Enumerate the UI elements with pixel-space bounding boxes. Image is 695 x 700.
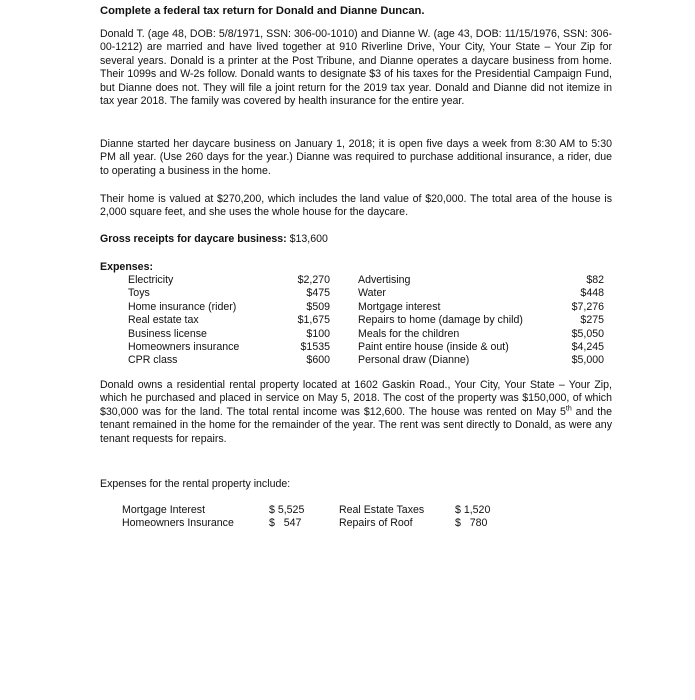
expense-amount: $275: [580, 314, 604, 327]
expense-name: Electricity: [128, 274, 174, 286]
expense-row: [358, 314, 604, 327]
expense-name: CPR class: [128, 354, 178, 367]
expense-name: Meals for the children: [358, 327, 460, 340]
expense-row: [128, 274, 330, 287]
gross-receipts-value: $13,600: [289, 233, 328, 245]
expense-name: Water: [358, 287, 386, 300]
rental-expenses-left-column: [122, 504, 308, 531]
rental-text-continued: and the tenant remained in the home for the remainder of the year. The rent was sent directly to Donald, as were any tenant requests for repairs.: [100, 405, 612, 445]
expense-row: [358, 341, 604, 354]
rental-expenses-right-column: [339, 504, 509, 531]
expenses-right-column: [358, 274, 604, 368]
expense-amount: $600: [306, 354, 330, 367]
expense-row: [358, 301, 604, 314]
expense-amount: $4,245: [571, 340, 604, 353]
expense-amount: $1,675: [297, 314, 330, 327]
expense-name: Mortgage interest: [358, 300, 441, 313]
expense-name: Business license: [128, 327, 207, 340]
expense-amount: $82: [586, 274, 604, 286]
rental-paragraph: [100, 379, 612, 446]
rental-expense-amount: $ 1,520: [455, 504, 491, 516]
rental-text: Donald owns a residential rental property located at 1602 Gaskin Road., Your City, Your State – Your Zip, which he purchased and placed in service on May 5, 2018. The cost of the property was $150,000, of which $30,000 was for the land. The total rental income was $12,600. The house was rented on May 5: [100, 379, 612, 418]
expense-row: [128, 301, 330, 314]
expense-row: [358, 287, 604, 300]
expense-row: [128, 341, 330, 354]
rental-expense-amount: $ 547: [269, 517, 302, 530]
expense-amount: $5,050: [571, 327, 604, 340]
home-paragraph: Their home is valued at $270,200, which includes the land value of $20,000. The total area of the house is 2,000 square feet, and she uses the whole house for the daycare.: [100, 193, 612, 219]
expense-amount: $448: [580, 287, 604, 300]
rental-expense-name: Homeowners Insurance: [122, 517, 234, 530]
expenses-heading: Expenses:: [100, 261, 153, 273]
expense-row: [358, 274, 604, 287]
expense-name: Home insurance (rider): [128, 300, 237, 313]
rental-superscript: th: [565, 405, 572, 413]
expense-row: [358, 328, 604, 341]
expense-row: [128, 354, 330, 367]
gross-receipts: [100, 233, 328, 246]
rental-expenses-heading: Expenses for the rental property include:: [100, 478, 291, 490]
rental-expense-amount: $ 780: [455, 517, 488, 530]
expense-name: Homeowners insurance: [128, 340, 240, 353]
document-title: Complete a federal tax return for Donald and Dianne Duncan.: [100, 5, 425, 17]
expenses-left-column: [128, 274, 330, 368]
rental-expense-amount: $ 5,525: [269, 504, 305, 516]
rental-expense-name: Mortgage Interest: [122, 504, 206, 516]
expense-row: [128, 287, 330, 300]
expense-row: [128, 328, 330, 341]
expense-name: Personal draw (Dianne): [358, 354, 470, 367]
expense-amount: $2,270: [297, 274, 330, 286]
expense-amount: $100: [306, 327, 330, 340]
rental-expense-row: [339, 504, 509, 517]
rental-expense-row: [339, 517, 509, 530]
expense-amount: $7,276: [571, 300, 604, 313]
expense-name: Toys: [128, 287, 150, 300]
rental-expense-row: [122, 517, 308, 530]
intro-paragraph: Donald T. (age 48, DOB: 5/8/1971, SSN: 306-00-1010) and Dianne W. (age 43, DOB: 11/15/1976, SSN: 306-00-1212) are married and have lived together at 910 Riverline Drive, Your City, Your State – Your Zip for several years. Donald is a printer at the Post Tribune, and Dianne operates a daycare business from home. Their 1099s and W-2s follow. Donald wants to designate $3 of his taxes for the Presidential Campaign Fund, but Dianne does not. They will file a joint return for the 2019 tax year. Donald and Dianne did not itemize in tax year 2018. The family was covered by health insurance for the entire year.: [100, 28, 612, 108]
rental-expense-name: Real Estate Taxes: [339, 504, 425, 516]
expense-amount: $1535: [300, 340, 330, 353]
gross-receipts-label: Gross receipts for daycare business:: [100, 233, 287, 245]
expense-row: [358, 354, 604, 367]
expense-amount: $475: [306, 287, 330, 300]
rental-expense-name: Repairs of Roof: [339, 517, 413, 530]
rental-expense-row: [122, 504, 308, 517]
daycare-paragraph: Dianne started her daycare business on January 1, 2018; it is open five days a week from 8:30 AM to 5:30 PM all year. (Use 260 days for the year.) Dianne was required to purchase additional insurance, a rider, due to operating a business in the home.: [100, 138, 612, 177]
expense-name: Advertising: [358, 274, 411, 286]
expense-amount: $509: [306, 300, 330, 313]
expense-amount: $5,000: [571, 354, 604, 367]
expense-name: Real estate tax: [128, 314, 199, 327]
expense-name: Paint entire house (inside & out): [358, 340, 509, 353]
expense-row: [128, 314, 330, 327]
expense-name: Repairs to home (damage by child): [358, 314, 523, 327]
